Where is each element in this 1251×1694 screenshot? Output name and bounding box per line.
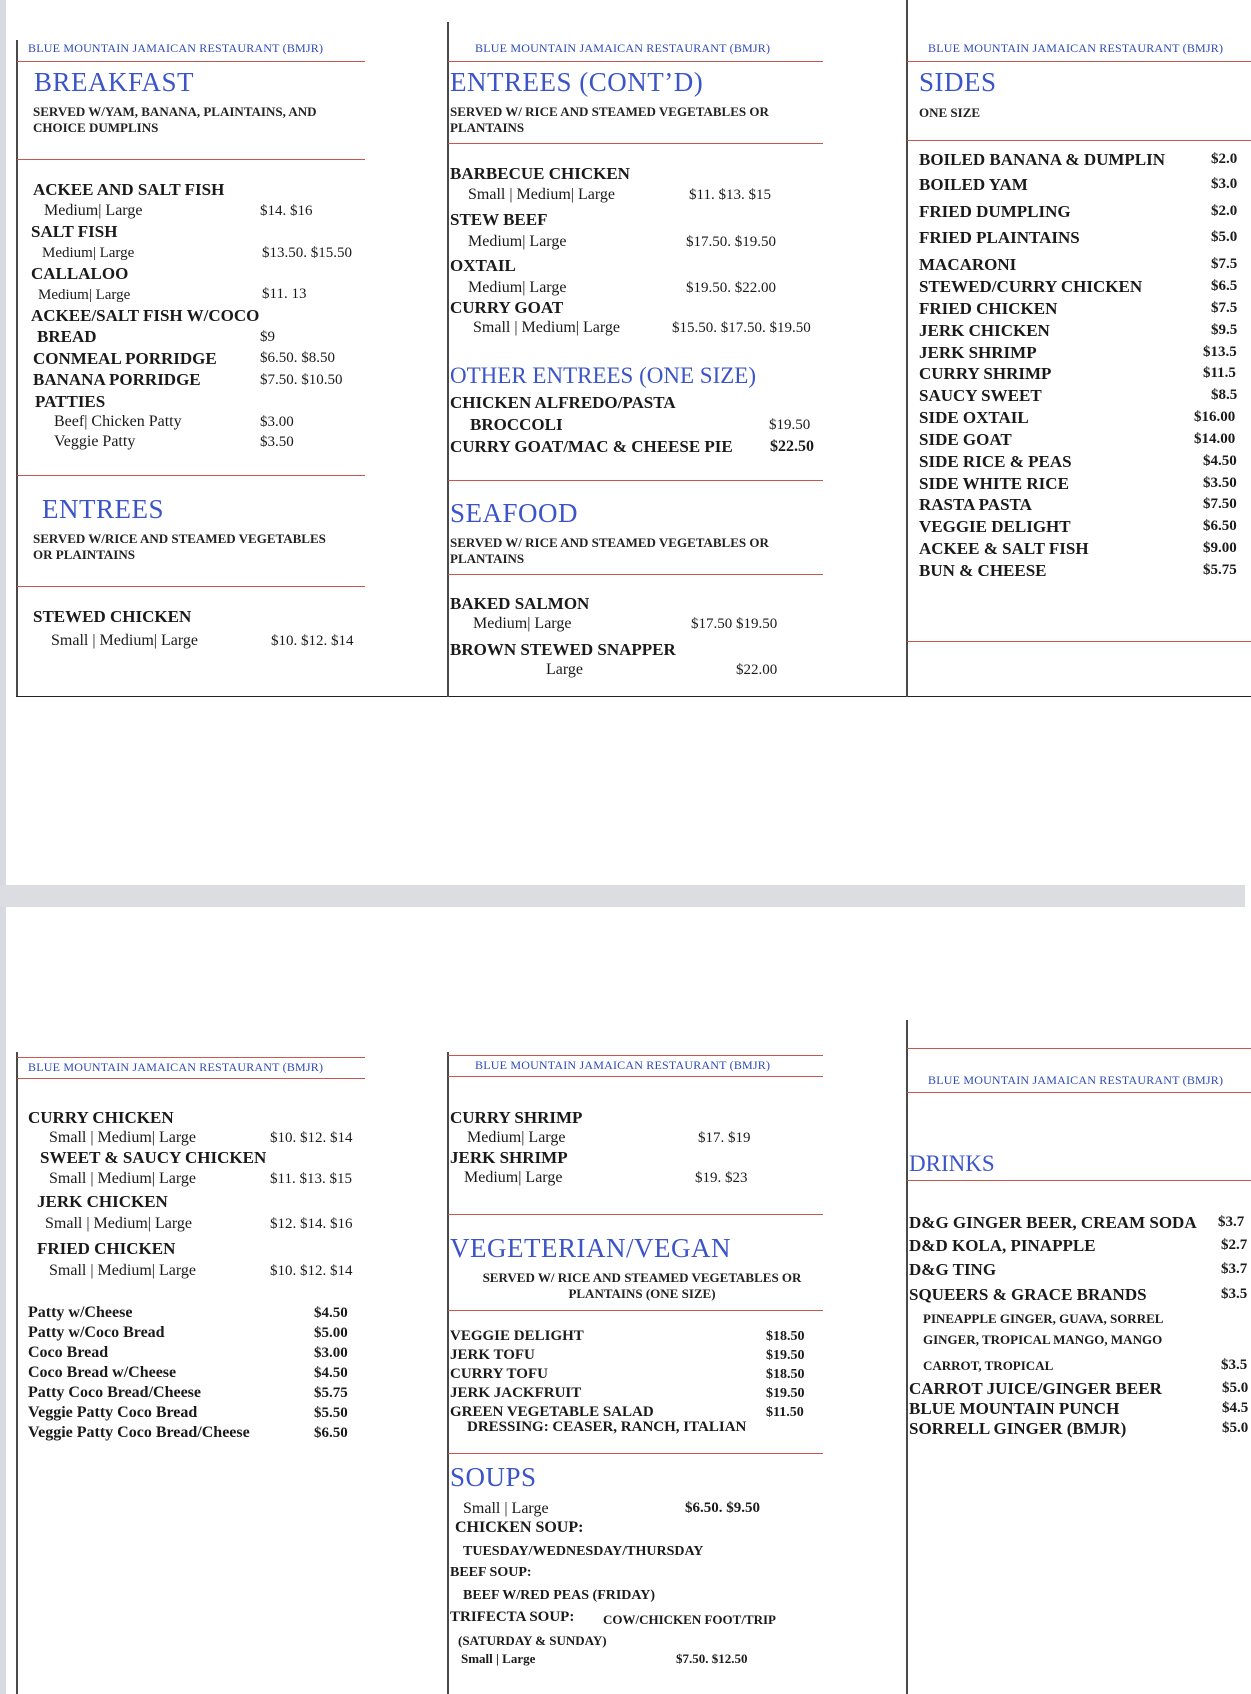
header-rule (17, 1078, 365, 1079)
column-divider (447, 22, 449, 697)
size-options: Small | Large (463, 1500, 549, 1517)
section-rule (17, 586, 365, 587)
menu-item: SIDE RICE & PEAS (919, 452, 1072, 471)
menu-item: BOILED YAM (919, 175, 1028, 194)
sides-note: ONE SIZE (919, 105, 981, 120)
price: $19.50 (766, 1348, 805, 1363)
header-rule (448, 1055, 823, 1056)
price: $7.5 (1211, 300, 1238, 316)
section-rule (448, 480, 823, 481)
drink-item: D&D KOLA, PINAPPLE (909, 1236, 1096, 1255)
size-options: Small | Medium| Large (468, 186, 615, 203)
price: $5.0 (1222, 1420, 1249, 1436)
menu-item: Veggie Patty Coco Bread (28, 1404, 198, 1421)
breakfast-title: BREAKFAST (34, 67, 195, 97)
menu-item: SAUCY SWEET (919, 386, 1042, 405)
drink-flavors: PINEAPPLE GINGER, GUAVA, SORREL (923, 1311, 1164, 1326)
menu-item: SALT FISH (31, 222, 118, 241)
column-divider (906, 0, 908, 697)
menu-item: ACKEE/SALT FISH W/COCO (31, 306, 260, 325)
drink-item: SQUEERS & GRACE BRANDS (909, 1285, 1147, 1304)
menu-item: JERK CHICKEN (37, 1192, 168, 1211)
price: $3.5 (1221, 1286, 1248, 1302)
price: $6.50 (1203, 518, 1237, 534)
price: $19. $23 (695, 1170, 748, 1186)
menu-item: FRIED CHICKEN (37, 1239, 176, 1258)
menu-item: CURRY GOAT/MAC & CHEESE PIE (450, 437, 733, 456)
price: $5.75 (1203, 562, 1237, 578)
menu-item: BREAD (37, 327, 97, 346)
menu-item: CURRY SHRIMP (450, 1108, 583, 1127)
price: $5.50 (314, 1405, 348, 1421)
menu-item: CURRY SHRIMP (919, 364, 1052, 383)
section-rule (448, 143, 823, 144)
price: $15.50. $17.50. $19.50 (672, 320, 811, 336)
price: $4.5 (1222, 1400, 1249, 1416)
seafood-title: SEAFOOD (450, 498, 579, 528)
bottom-rule (16, 696, 1251, 697)
seafood-note: SERVED W/ RICE AND STEAMED VEGETABLES OR PLANTAINS (450, 535, 769, 566)
section-rule (17, 159, 365, 160)
entrees-contd-note: SERVED W/ RICE AND STEAMED VEGETABLES OR PLANTAINS (450, 104, 769, 135)
menu-item: BEEF SOUP: (450, 1565, 532, 1580)
price: $17. $19 (698, 1130, 751, 1146)
drink-item: D&G TING (909, 1260, 997, 1279)
menu-item: JERK SHRIMP (919, 343, 1037, 362)
menu-item: Patty w/Cheese (28, 1304, 133, 1321)
entrees-contd-title: ENTREES (CONT’D) (450, 67, 704, 97)
header-rule (448, 61, 823, 62)
menu-item: BANANA PORRIDGE (33, 370, 201, 389)
price: $19.50. $22.00 (686, 280, 776, 296)
price: $5.0 (1222, 1380, 1249, 1396)
price: $17.50. $19.50 (686, 234, 776, 250)
drink-item: D&G GINGER BEER, CREAM SODA (909, 1213, 1197, 1232)
price: $6.5 (1211, 278, 1238, 294)
menu-item: TRIFECTA SOUP: (450, 1609, 575, 1625)
price: $11.50 (766, 1405, 804, 1420)
price: $18.50 (766, 1367, 805, 1382)
size-options: Small | Medium| Large (49, 1129, 196, 1146)
price: $9.00 (1203, 540, 1237, 556)
soup-desc: COW/CHICKEN FOOT/TRIP (603, 1612, 776, 1627)
menu-item: SIDE GOAT (919, 430, 1012, 449)
menu-item: CONMEAL PORRIDGE (33, 349, 217, 368)
restaurant-header: BLUE MOUNTAIN JAMAICAN RESTAURANT (BMJR) (928, 41, 1224, 55)
restaurant-header: BLUE MOUNTAIN JAMAICAN RESTAURANT (BMJR) (475, 41, 771, 55)
menu-item: Coco Bread w/Cheese (28, 1364, 177, 1381)
price: $12. $14. $16 (270, 1216, 353, 1232)
price: $18.50 (766, 1329, 805, 1344)
price: $17.50 $19.50 (691, 616, 778, 632)
section-rule (17, 475, 365, 476)
menu-item: Coco Bread (28, 1344, 109, 1361)
menu-item: VEGGIE DELIGHT (919, 517, 1071, 536)
size-options: Medium| Large (464, 1169, 563, 1186)
price: $22.00 (736, 662, 778, 678)
soups-title: SOUPS (450, 1462, 537, 1492)
vegan-note: SERVED W/ RICE AND STEAMED VEGETABLES OR PLANTAINS (ONE SIZE) (482, 1270, 802, 1301)
price: $5.00 (314, 1325, 348, 1341)
price: $3.5 (1221, 1357, 1248, 1373)
column-divider (906, 1020, 908, 1694)
menu-item: CURRY CHICKEN (28, 1108, 174, 1127)
breakfast-note: SERVED W/YAM, BANANA, PLAINTAINS, AND CHOICE DUMPLINS (33, 104, 317, 135)
price: $10. $12. $14 (270, 1130, 353, 1146)
price: $4.50 (314, 1365, 348, 1381)
drinks-title: DRINKS (909, 1151, 995, 1176)
header-rule (17, 61, 365, 62)
price: $11. $13. $15 (689, 187, 771, 203)
menu-item: SWEET & SAUCY CHICKEN (40, 1148, 267, 1167)
size-options: Medium| Large (38, 287, 131, 303)
menu-item: CURRY GOAT (450, 298, 564, 317)
section-rule (907, 641, 1251, 642)
price: $2.0 (1211, 203, 1238, 219)
price: $22.50 (770, 438, 814, 455)
price: $2.0 (1211, 151, 1238, 167)
price: $3.50 (260, 434, 294, 450)
column-divider (447, 1052, 449, 1694)
price: $13.50. $15.50 (262, 245, 352, 261)
drink-item: CARROT JUICE/GINGER BEER (909, 1379, 1162, 1398)
dressing-options: DRESSING: CEASER, RANCH, ITALIAN (467, 1419, 747, 1435)
menu-item: VEGGIE DELIGHT (450, 1328, 584, 1344)
price: $3.0 (1211, 176, 1238, 192)
menu-item: PATTIES (35, 392, 106, 411)
sides-title: SIDES (919, 67, 997, 97)
price: $4.50 (314, 1305, 348, 1321)
size-options: Small | Medium| Large (473, 319, 620, 336)
price: $7.5 (1211, 256, 1238, 272)
drink-item: BLUE MOUNTAIN PUNCH (909, 1399, 1120, 1418)
price: $10. $12. $14 (270, 1263, 353, 1279)
menu-item: CHICKEN ALFREDO/PASTA (450, 393, 676, 412)
section-rule (448, 1453, 823, 1454)
price: $6.50. $9.50 (685, 1500, 760, 1516)
menu-item: GREEN VEGETABLE SALAD (450, 1404, 654, 1420)
other-entrees-title: OTHER ENTREES (ONE SIZE) (450, 363, 756, 388)
menu-item: JERK SHRIMP (450, 1148, 568, 1167)
section-rule (907, 1180, 1251, 1181)
price: $9 (260, 329, 275, 345)
menu-item: ACKEE & SALT FISH (919, 539, 1089, 558)
price: $2.7 (1221, 1237, 1248, 1253)
menu-item: RASTA PASTA (919, 495, 1032, 514)
menu-item: BROCCOLI (470, 415, 563, 434)
size-options: Medium| Large (473, 615, 572, 632)
header-rule (907, 1092, 1251, 1093)
column-divider (16, 1052, 18, 1694)
price: $9.5 (1211, 322, 1238, 338)
price: $14.00 (1194, 431, 1236, 447)
price: $5.0 (1211, 229, 1238, 245)
menu-subitem: Veggie Patty (54, 433, 136, 450)
header-rule (17, 1057, 365, 1058)
size-options: Medium| Large (468, 233, 567, 250)
header-rule (907, 61, 1251, 62)
size-options: Small | Large (461, 1651, 536, 1666)
price: $16.00 (1194, 409, 1236, 425)
drink-item: SORRELL GINGER (BMJR) (909, 1419, 1127, 1438)
soup-days: BEEF W/RED PEAS (FRIDAY) (463, 1588, 656, 1603)
price: $10. $12. $14 (271, 633, 354, 649)
section-rule (448, 574, 823, 575)
price: $6.50. $8.50 (260, 350, 335, 366)
price: $3.7 (1221, 1261, 1248, 1277)
menu-item: STEWED/CURRY CHICKEN (919, 277, 1143, 296)
price: $7.50. $12.50 (676, 1651, 748, 1666)
menu-item: FRIED PLAINTAINS (919, 228, 1080, 247)
size-options: Medium| Large (467, 1129, 566, 1146)
header-rule (448, 1076, 823, 1077)
restaurant-header: BLUE MOUNTAIN JAMAICAN RESTAURANT (BMJR) (928, 1073, 1224, 1087)
menu-item: BROWN STEWED SNAPPER (450, 640, 676, 659)
menu-item: SIDE OXTAIL (919, 408, 1029, 427)
menu-item: CURRY TOFU (450, 1366, 548, 1382)
price: $3.7 (1218, 1214, 1245, 1230)
menu-item: Veggie Patty Coco Bread/Cheese (28, 1424, 250, 1441)
column-divider (16, 40, 18, 697)
drink-flavors: CARROT, TROPICAL (923, 1358, 1054, 1373)
size-options: Small | Medium| Large (49, 1262, 196, 1279)
menu-item: FRIED DUMPLING (919, 202, 1071, 221)
price: $11.5 (1203, 365, 1236, 381)
section-rule (907, 140, 1251, 141)
price: $19.50 (769, 417, 811, 433)
menu-page-2 (0, 907, 1251, 1694)
menu-item: STEWED CHICKEN (33, 607, 192, 626)
menu-item: BAKED SALMON (450, 594, 590, 613)
price: $13.5 (1203, 344, 1237, 360)
restaurant-header: BLUE MOUNTAIN JAMAICAN RESTAURANT (BMJR) (475, 1058, 771, 1072)
drink-flavors: GINGER, TROPICAL MANGO, MANGO (923, 1332, 1163, 1347)
entrees-title: ENTREES (42, 494, 164, 524)
price: $19.50 (766, 1386, 805, 1401)
price: $5.75 (314, 1385, 348, 1401)
size-options: Small | Medium| Large (45, 1215, 192, 1232)
menu-item: FRIED CHICKEN (919, 299, 1058, 318)
menu-item: CHICKEN SOUP: (455, 1519, 584, 1536)
price: $11. $13. $15 (270, 1171, 352, 1187)
price: $8.5 (1211, 387, 1238, 403)
size-options: Medium| Large (42, 245, 135, 261)
header-rule (907, 1048, 1251, 1049)
price: $7.50. $10.50 (260, 372, 343, 388)
price: $14. $16 (260, 203, 313, 219)
restaurant-header: BLUE MOUNTAIN JAMAICAN RESTAURANT (BMJR) (28, 41, 324, 55)
menu-item: Patty w/Coco Bread (28, 1324, 165, 1341)
size-options: Large (546, 661, 584, 678)
entrees-note: SERVED W/RICE AND STEAMED VEGETABLES OR PLAINTAINS (33, 531, 326, 562)
price: $3.00 (260, 414, 294, 430)
menu-item: SIDE WHITE RICE (919, 474, 1069, 493)
menu-subitem: Beef| Chicken Patty (54, 413, 182, 430)
menu-item: OXTAIL (450, 256, 516, 275)
menu-item: BUN & CHEESE (919, 561, 1047, 580)
size-options: Medium| Large (44, 202, 143, 219)
price: $6.50 (314, 1425, 348, 1441)
menu-item: ACKEE AND SALT FISH (33, 180, 225, 199)
menu-item: MACARONI (919, 255, 1017, 274)
menu-item: JERK JACKFRUIT (450, 1385, 582, 1401)
soup-days: (SATURDAY & SUNDAY) (458, 1633, 607, 1648)
menu-item: Patty Coco Bread/Cheese (28, 1384, 201, 1401)
vegan-title: VEGETERIAN/VEGAN (450, 1233, 731, 1263)
menu-item: BARBECUE CHICKEN (450, 164, 630, 183)
price: $3.50 (1203, 475, 1237, 491)
price: $7.50 (1203, 496, 1237, 512)
page-gap (0, 885, 1245, 907)
menu-item: STEW BEEF (450, 210, 548, 229)
section-rule (448, 1310, 823, 1311)
soup-days: TUESDAY/WEDNESDAY/THURSDAY (463, 1544, 704, 1559)
menu-item: JERK TOFU (450, 1347, 535, 1363)
section-rule (448, 1214, 823, 1215)
restaurant-header: BLUE MOUNTAIN JAMAICAN RESTAURANT (BMJR) (28, 1060, 324, 1074)
price: $3.00 (314, 1345, 348, 1361)
price: $11. 13 (262, 286, 307, 302)
price: $4.50 (1203, 453, 1237, 469)
menu-item: CALLALOO (31, 264, 129, 283)
size-options: Small | Medium| Large (49, 1170, 196, 1187)
size-options: Medium| Large (468, 279, 567, 296)
menu-item: JERK CHICKEN (919, 321, 1050, 340)
menu-item: BOILED BANANA & DUMPLIN (919, 150, 1166, 169)
size-options: Small | Medium| Large (51, 632, 198, 649)
